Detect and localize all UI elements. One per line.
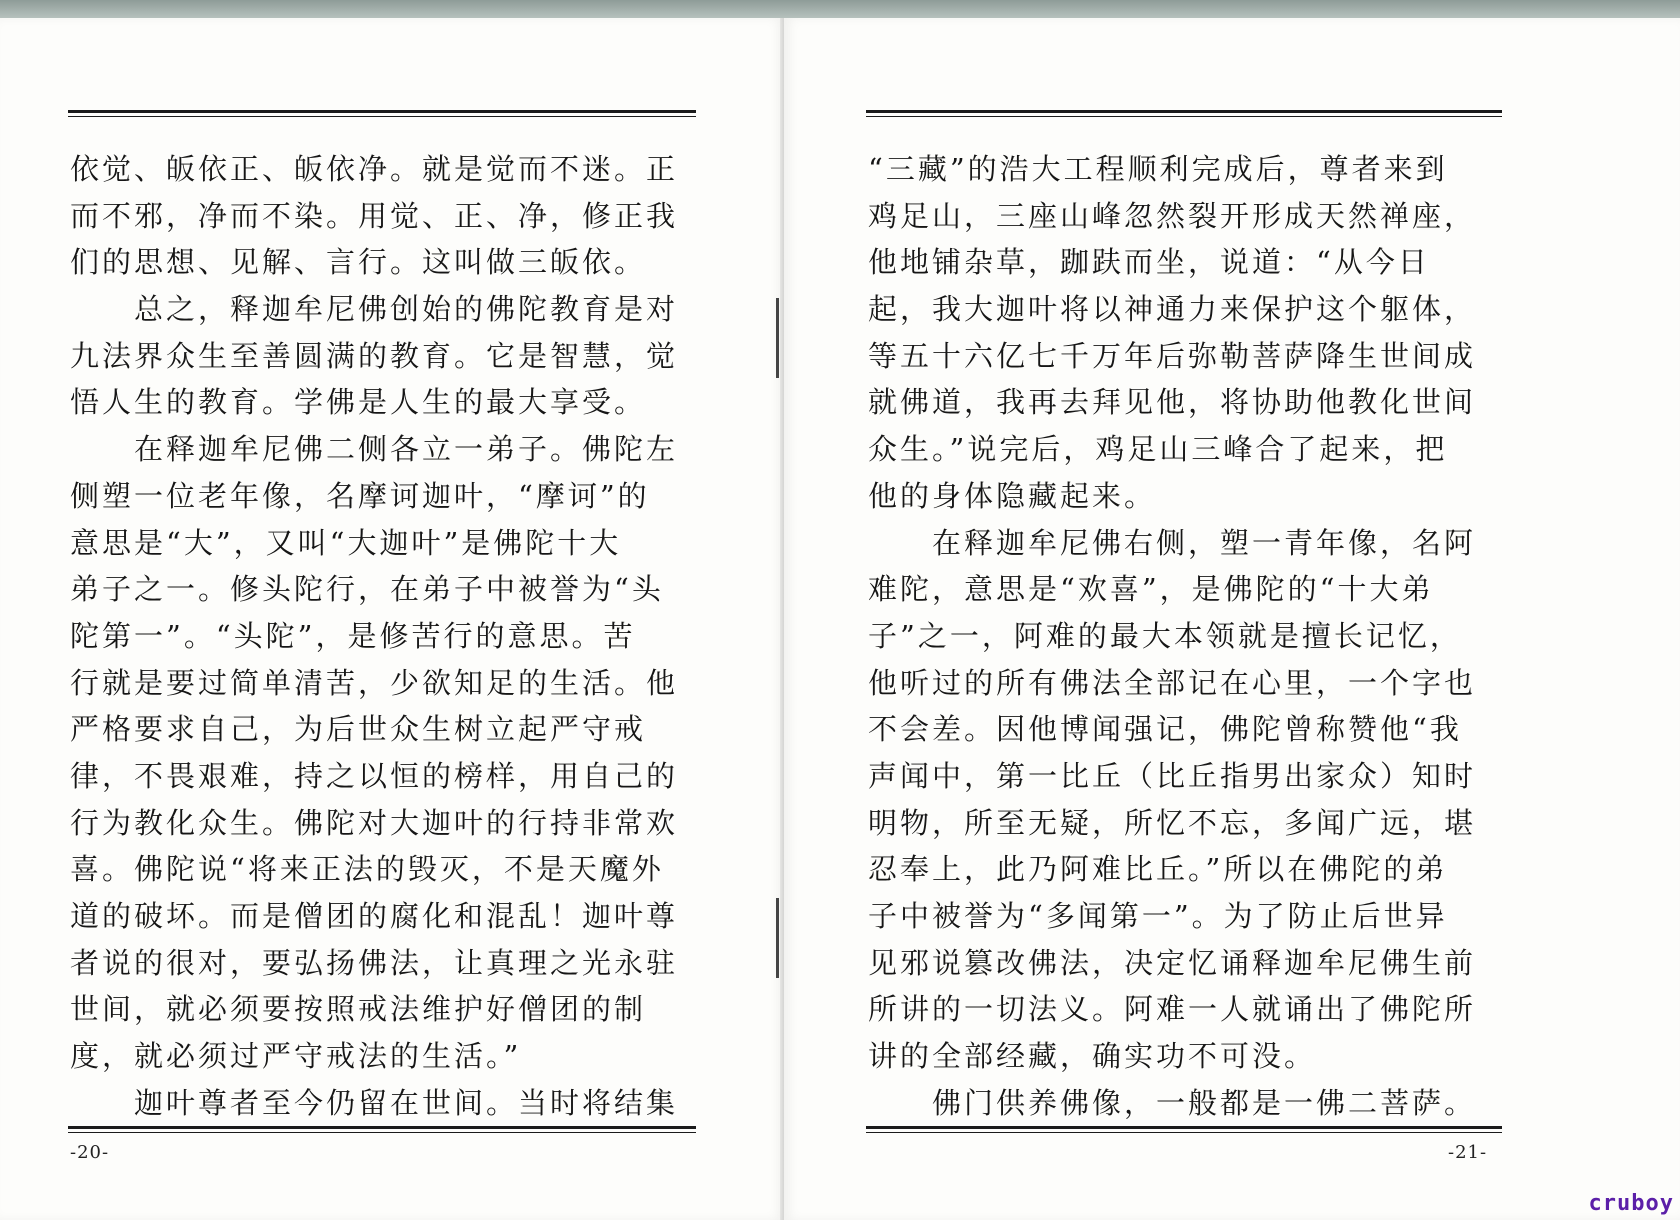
book-spread xyxy=(0,18,1680,1220)
text-line: 他地铺杂草，跏趺而坐，说道：“从今日 xyxy=(868,245,1430,280)
text-line: 难陀，意思是“欢喜”，是佛陀的“十大弟 xyxy=(868,572,1434,607)
text-line: 明物，所至无疑，所忆不忘，多闻广远，堪 xyxy=(868,805,1477,840)
text-line: 他听过的所有佛法全部记在心里，一个字也 xyxy=(868,665,1477,700)
text-line: 在释迦牟尼佛右侧，塑一青年像，名阿 xyxy=(868,525,1477,560)
text-line: 喜。佛陀说“将来正法的毁灭，不是天魔外 xyxy=(70,852,664,887)
text-line: 悟人生的教育。学佛是人生的最大享受。 xyxy=(70,385,647,420)
text-line: 而不邪，净而不染。用觉、正、净，修正我 xyxy=(70,198,679,233)
text-line: 声闻中，第一比丘（比丘指男出家众）知时 xyxy=(868,758,1477,793)
text-line: 依觉、皈依正、皈依净。就是觉而不迷。正 xyxy=(70,152,679,186)
text-line: 行为教化众生。佛陀对大迦叶的行持非常欢 xyxy=(70,805,679,840)
text-line: 鸡足山，三座山峰忽然裂开形成天然禅座， xyxy=(868,198,1477,233)
text-line: 总之，释迦牟尼佛创始的佛陀教育是对 xyxy=(70,292,679,327)
text-line: 陀第一”。“头陀”，是修苦行的意思。苦 xyxy=(70,618,636,653)
text-line: 道的破坏。而是僧团的腐化和混乱！迦叶尊 xyxy=(70,899,679,933)
text-line: 行就是要过简单清苦，少欲知足的生活。他 xyxy=(70,665,679,700)
text-line: 九法界众生至善圆满的教育。它是智慧，觉 xyxy=(70,338,679,373)
right-top-rule xyxy=(866,110,1502,113)
text-line: 严格要求自己，为后世众生树立起严守戒 xyxy=(70,712,647,747)
left-bottom-rule xyxy=(68,1126,696,1129)
right-bottom-rule xyxy=(866,1126,1502,1129)
text-line: 不会差。因他博闻强记，佛陀曾称赞他“我 xyxy=(868,712,1462,747)
right-text-block xyxy=(868,146,1528,1126)
text-line: 等五十六亿七千万年后弥勒菩萨降生世间成 xyxy=(868,338,1477,373)
text-line: 者说的很对，要弘扬佛法，让真理之光永驻 xyxy=(70,945,679,980)
text-line: 他的身体隐藏起来。 xyxy=(868,478,1157,513)
text-line: 忍奉上，此乃阿难比丘。”所以在佛陀的弟 xyxy=(868,852,1448,887)
page-number-left: -20- xyxy=(70,1142,110,1163)
staple-bottom xyxy=(776,898,779,978)
left-text-block xyxy=(70,146,710,1126)
text-line: “三藏”的浩大工程顺利完成后，尊者来到 xyxy=(868,152,1448,186)
text-line: 们的思想、见解、言行。这叫做三皈依。 xyxy=(70,245,647,280)
text-line: 起，我大迦叶将以神通力来保护这个躯体， xyxy=(868,292,1477,327)
text-line: 弟子之一。修头陀行，在弟子中被誉为“头 xyxy=(70,572,664,607)
text-line: 意思是“大”，又叫“大迦叶”是佛陀十大 xyxy=(70,525,622,560)
staple-top xyxy=(776,298,779,378)
text-line: 律，不畏艰难，持之以恒的榜样，用自己的 xyxy=(70,758,679,793)
text-line: 子”之一，阿难的最大本领就是擅长记忆， xyxy=(868,618,1462,653)
text-line: 佛门供养佛像，一般都是一佛二菩萨。 xyxy=(868,1085,1477,1120)
text-line: 就佛道，我再去拜见他，将协助他教化世间 xyxy=(868,385,1477,420)
left-top-rule xyxy=(68,110,696,113)
text-line: 迦叶尊者至今仍留在世间。当时将结集 xyxy=(70,1085,679,1120)
text-line: 世间，就必须要按照戒法维护好僧团的制 xyxy=(70,992,647,1027)
page-number-right: -21- xyxy=(1448,1142,1488,1163)
watermark-logo: cruboy xyxy=(1588,1191,1674,1216)
text-line: 在释迦牟尼佛二侧各立一弟子。佛陀左 xyxy=(70,432,679,467)
text-line: 讲的全部经藏，确实功不可没。 xyxy=(868,1039,1317,1074)
left-page xyxy=(0,18,784,1220)
text-line: 子中被誉为“多闻第一”。为了防止后世异 xyxy=(868,899,1448,933)
text-line: 度，就必须过严守戒法的生活。” xyxy=(70,1039,522,1074)
text-line: 侧塑一位老年像，名摩诃迦叶，“摩诃”的 xyxy=(70,478,650,513)
text-line: 众生。”说完后，鸡足山三峰合了起来，把 xyxy=(868,432,1448,467)
text-line: 所讲的一切法义。阿难一人就诵出了佛陀所 xyxy=(868,992,1477,1027)
right-page xyxy=(784,18,1680,1220)
text-line: 见邪说篡改佛法，决定忆诵释迦牟尼佛生前 xyxy=(868,945,1477,980)
